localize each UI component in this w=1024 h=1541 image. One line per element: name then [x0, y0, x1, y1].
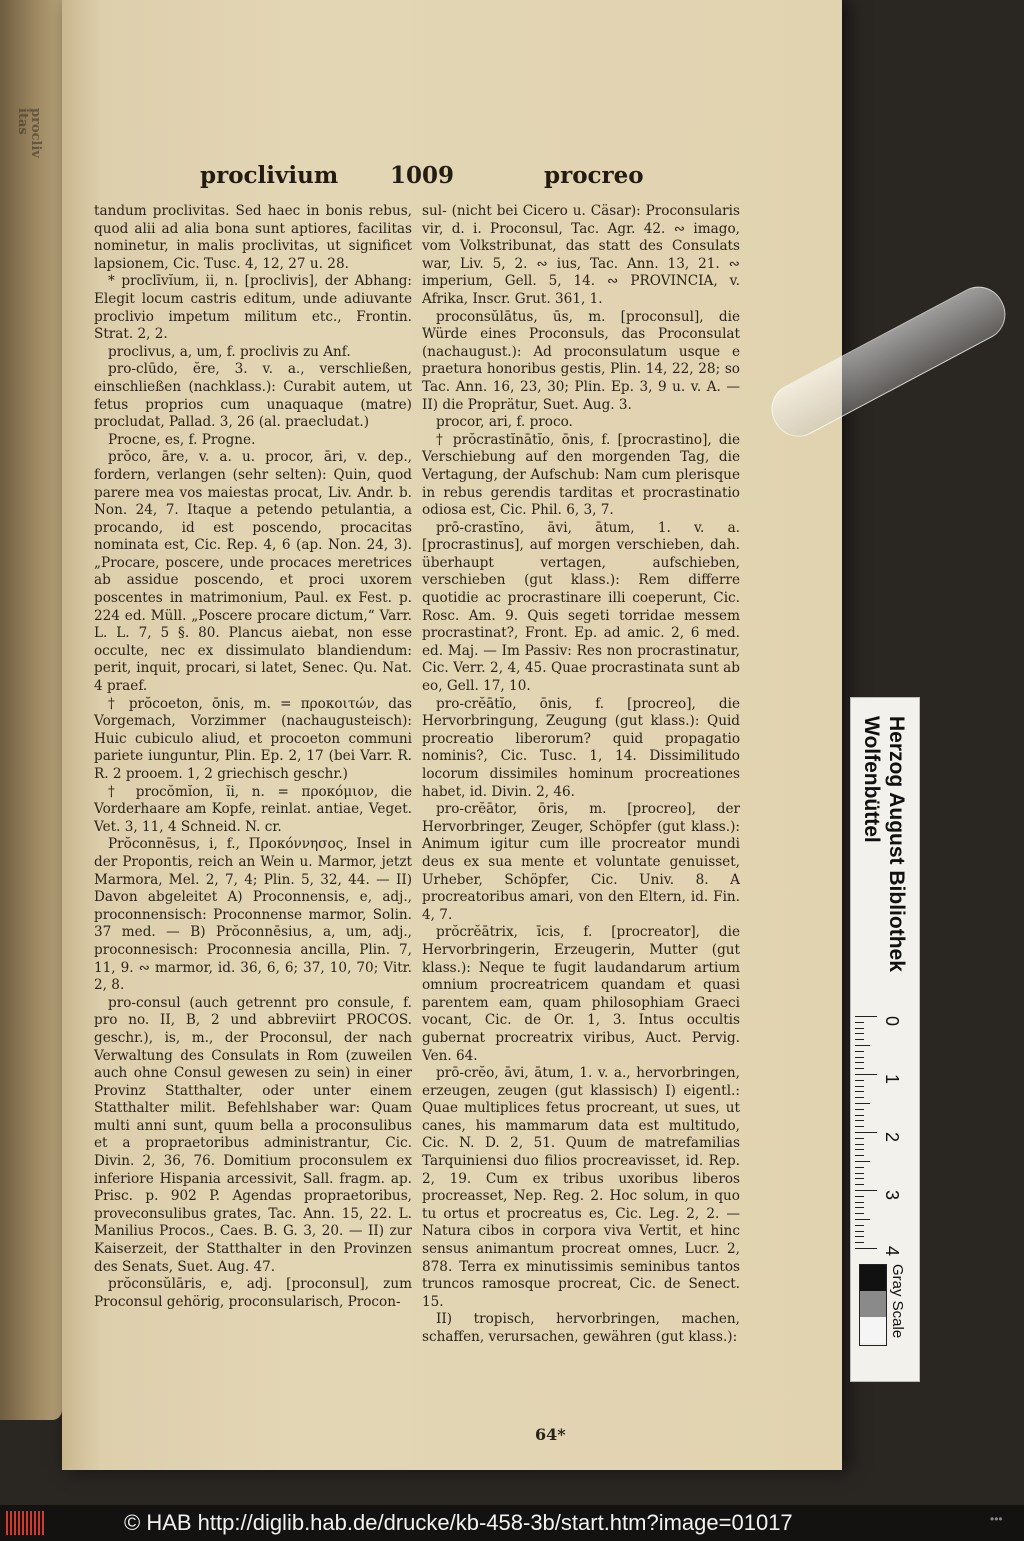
ruler-tick	[855, 1097, 864, 1098]
ruler-tick	[855, 1057, 864, 1058]
ruler-tick	[855, 1109, 864, 1110]
ruler-tick	[855, 1126, 864, 1127]
ruler-tick	[855, 1202, 864, 1203]
ruler-tick	[855, 1167, 864, 1168]
ruler-tick	[855, 1062, 864, 1063]
ruler-tick	[855, 1103, 870, 1104]
ruler-title-line1: Herzog August Bibliothek	[885, 716, 908, 972]
swatch-black	[860, 1265, 886, 1291]
entry-paragraph: proclivus, a, um, f. proclivis zu Anf.	[108, 343, 351, 360]
entry-paragraph: pro-consul (auch getrennt pro consule, f. pro no. II, B, 2 und abbreviirt PROCOS. geschr.), is, m., der Proconsul, der nach Verwaltung des Consulats in Rom (zuweilen auch ohne Consul gewesen zu sein) in einer Provinz Statthalter, oder unter einem Statthalter milit. Befehlshaber war: Quam multi anni sunt, quum bella a proconsulibus et a propraetoribus administrantur, Cic. Divin. 2, 36, 76. Domitium proconsulem ex inferiore Hispania arcessivit, Sall. fragm. ap. Prisc. p. 902 P. Agendas propraetoribus, proveconsulibus grates, Tac. Ann. 15, 22. L. Manilius Procos., Caes. B. G. 3, 20. — II) zur Kaiserzeit, der Statthalter in den Provinzen des Senats, Suet. Aug. 47.	[94, 994, 412, 1275]
dictionary-page	[62, 0, 842, 1470]
running-head	[200, 162, 644, 198]
ruler-tick	[855, 1115, 864, 1116]
ruler-tick	[855, 1149, 864, 1150]
footer-dots: •••	[990, 1512, 1003, 1526]
entry-paragraph: II) tropisch, hervorbringen, machen, schaffen, verursachen, gewähren (gut klass.):	[422, 1311, 740, 1345]
ruler-tick	[855, 1120, 864, 1121]
ruler-tick	[855, 1225, 864, 1226]
ruler-tick	[855, 1051, 864, 1052]
gray-scale-swatches	[859, 1264, 887, 1346]
previous-page-text	[4, 100, 54, 1300]
footer-bar	[0, 1505, 1024, 1541]
ruler-tick	[855, 1196, 864, 1197]
entry-paragraph: † prŏcoeton, ōnis, m. = προκοιτών, das Vorgemach, Vorzimmer (nachaugusteisch): Huic cubiculo aliud, et procoeton communi pariete iunguntur, Plin. Ep. 2, 17 (bei Varr. R. R. 2 prooem. 1, 2 griechisch geschr.)	[94, 695, 412, 782]
ruler-tick	[855, 1236, 864, 1237]
ruler-tick	[855, 1022, 864, 1023]
entry-paragraph: tandum proclivitas. Sed haec in bonis rebus, quod alii ad alia bona sunt aptiores, facilitas nominetur, in malis proclivitas, ut significet lapsionem, Cic. Tusc. 4, 12, 27 u. 28.	[94, 203, 412, 272]
footer-copyright-url[interactable]: © HAB http://diglib.hab.de/drucke/kb-458-3b/start.htm?image=01017	[124, 1510, 793, 1535]
page-number: 1009	[390, 162, 455, 189]
ruler-title-line2: Wolfenbüttel	[860, 716, 883, 843]
ruler-title	[859, 716, 909, 1006]
ruler-tick	[855, 1248, 877, 1249]
ruler-tick	[855, 1190, 877, 1191]
cm-label: 2	[882, 1132, 902, 1143]
previous-page-running-head: proclivitas	[15, 108, 43, 158]
entry-paragraph: sul- (nicht bei Cicero u. Cäsar): Proconsularis vir, d. i. Proconsul, Tac. Agr. 42. ∾ imago, vom Volkstribunat, das statt des Consulats war, Liv. 5, 2. ∾ ius, Tac. Ann. 13, 21. ∾ imperium, Gell. 5, 14. ∾ PROVINCIA, v. Afrika, Inscr. Grut. 361, 1.	[422, 203, 740, 307]
ruler-tick	[855, 1080, 864, 1081]
ruler-tick	[855, 1138, 864, 1139]
ruler-tick	[855, 1045, 870, 1046]
entry-paragraph: pro-crĕātor, ōris, m. [procreo], der Hervorbringer, Zeuger, Schöpfer (gut klass.): Animum igitur cum ille procreator mundi deus ex sua mente et voluntate genuisset, Urheber, Schöpfer, Cic. Univ. 8. A procreatoribus amari, von den Eltern, id. Fin. 4, 7.	[422, 801, 740, 923]
ruler-tick	[855, 1242, 864, 1243]
ruler-tick	[855, 1068, 864, 1069]
entry-paragraph: proconsŭlātus, ūs, m. [proconsul], die Würde eines Proconsuls, das Proconsulat (nachaugust.): Ad proconsulatum usque e praetura honoribus gestis, Plin. 14, 22, 28; so Tac. Ann. 16, 23, 30; Plin. Ep. 3, 9 u. v. A. — II) die Proprätur, Suet. Aug. 3.	[422, 308, 740, 413]
cm-label: 4	[882, 1246, 902, 1257]
ruler-tick	[855, 1213, 864, 1214]
cm-label: 3	[882, 1190, 902, 1201]
ruler-tick	[855, 1161, 870, 1162]
ruler-tick	[855, 1207, 864, 1208]
ruler-tick	[855, 1132, 877, 1133]
entry-paragraph: pro-clūdo, ĕre, 3. v. a., verschließen, einschließen (nachklass.): Curabit autem, ut fetus proprios cum unaquaque (matre) procludat, Pallad. 3, 26 (al. praecludat.)	[94, 361, 412, 431]
right-column	[422, 203, 740, 1347]
entry-paragraph: prō-crĕo, āvi, ātum, 1. v. a., hervorbringen, erzeugen, zeugen (gut klassisch) I) eigentl.: Quae multiplices fetus procreant, ut sues, ut canes, his mammarum data est multitudo, Cic. N. D. 2, 51. Quum de matrefamilias Tarquiniensi duo filios procreavisset, id. Rep. 2, 19. Cum ex tribus uxoribus liberos procreasset, Nep. Reg. 2. Hoc solum, in quo tu ortus et procreatus es, Cic. Leg. 2, 2. — Natura cibos in corpora viva Vertit, et hinc sensus animantum procreat omnes, Lucr. 2, 878. Terra ex minutissimis seminibus tantos truncos ramosque procreat, Cic. de Senect. 15.	[422, 1065, 740, 1310]
ruler-tick	[855, 1091, 864, 1092]
entry-paragraph: procor, ari, f. proco.	[436, 414, 573, 431]
cm-label: 0	[882, 1016, 902, 1027]
entry-paragraph: † prŏcrastĭnātĭo, ōnis, f. [procrastino], die Verschiebung auf den morgenden Tag, die Vertagung, der Aufschub: Nam cum plerisque in rebus gerendis tarditas et procrastinatio odiosa est, Cic. Phil. 6, 3, 7.	[422, 431, 740, 519]
ruler-tick	[855, 1039, 864, 1040]
ruler-tick	[855, 1184, 864, 1185]
ruler-tick	[855, 1086, 864, 1087]
signature-mark: 64*	[535, 1425, 566, 1444]
running-head-right: procreo	[544, 162, 644, 189]
ruler-tick	[855, 1028, 864, 1029]
cm-label: 1	[882, 1074, 902, 1085]
swatch-white	[860, 1317, 886, 1343]
color-ruler	[850, 697, 920, 1382]
ruler-tick	[855, 1219, 870, 1220]
entry-paragraph: prō-crastĭno, āvi, ātum, 1. v. a. [procrastinus], auf morgen verschieben, dah. überhaupt vertagen, aufschieben, verschieben (gut klass.): Rem differre quotidie ac procrastinare illi coeperunt, Cic. Rosc. Am. 9. Quis segeti torridae messem procrastinat?, Front. Ep. ad amic. 2, 6 med. ed. Maj. — Im Passiv: Res non procrastinatur, Cic. Verr. 2, 4, 45. Quae procrastinata sunt ab eo, Gell. 17, 10.	[422, 519, 740, 695]
ruler-tick	[855, 1016, 877, 1017]
ruler-tick	[855, 1033, 864, 1034]
ruler-tick	[855, 1144, 864, 1145]
ruler-tick	[855, 1074, 877, 1075]
barcode-icon	[6, 1511, 44, 1535]
swatch-gray	[860, 1291, 886, 1317]
entry-paragraph: prŏcrĕātrix, īcis, f. [procreator], die Hervorbringerin, Erzeugerin, Mutter (gut klass.): Neque te fugit laudandarum artium omnium procreatricem quandam et quasi parentem eam, quam philosophiam Graeci vocant, Cic. de Or. 1, 3. Intus occultis gubernat procreatrix viribus, Auct. Pervig. Ven. 64.	[422, 924, 740, 1064]
entry-paragraph: Procne, es, f. Progne.	[108, 431, 256, 448]
entry-paragraph: pro-crĕātĭo, ōnis, f. [procreo], die Hervorbringung, Zeugung (gut klass.): Quid procreatio liberorum? quid propagatio nominis?, Cic. Tusc. 1, 14. Dissimilitudo locorum dissimiles hominum procreationes habet, id. Divin. 2, 46.	[422, 695, 740, 800]
ruler-tick	[855, 1155, 864, 1156]
gray-scale-label: Gray Scale	[889, 1264, 906, 1339]
ruler-tick	[855, 1231, 864, 1232]
ruler-tick	[855, 1178, 864, 1179]
ruler-ticks	[855, 1016, 877, 1246]
entry-paragraph: * proclīvĭum, ii, n. [proclivis], der Abhang: Elegit locum castris editum, unde adiuvante proclivio impetum militum etc., Frontin. Strat. 2, 2.	[94, 273, 412, 343]
entry-paragraph: Prŏconnēsus, i, f., Προκόννησος, Insel in der Propontis, reich an Wein u. Marmor, jetzt Marmora, Mel. 2, 7, 4; Plin. 5, 32, 44. — II) Davon abgeleitet A) Proconnensis, e, adj., proconnensisch: Proconnense marmor, Solin. 37 med. — B) Prŏconnēsius, a, um, adj., proconnesisch: Proconnesia ancilla, Plin. 7, 11, 9. ∾ marmor, id. 36, 6, 6; 37, 10, 70; Vitr. 2, 8.	[94, 836, 412, 994]
left-column	[94, 203, 412, 1311]
ruler-tick	[855, 1173, 864, 1174]
entry-paragraph: prŏconsŭlāris, e, adj. [proconsul], zum Proconsul gehörig, proconsularisch, Procon-	[94, 1276, 412, 1310]
entry-paragraph: prŏco, āre, v. a. u. procor, āri, v. dep., fordern, verlangen (sehr selten): Quin, quod parere mea vos maiestas procat, Liv. Andr. b. Non. 24, 7. Itaque a petendo petulantia, a procando, id est poscendo, procacitas nominata est, Cic. Rep. 4, 6 (ap. Non. 24, 3). „Procare, poscere, unde procaces meretrices ab assidue poscendo, et proci uxorem poscentes in matrimonium, Paul. ex Fest. p. 224 ed. Müll. „Poscere procare dictum,“ Varr. L. L. 7, 5 §. 80. Plancus aiebat, non esse occulte, nec ex dissimulato blandiendum: perit, inquit, procari, si latet, Senec. Qu. Nat. 4 praef.	[94, 449, 412, 695]
entry-paragraph: † procŏmĭon, ĭi, n. = προκόμιον, die Vorderhaare am Kopfe, reinlat. antiae, Veget. Vet. 3, 11, 4 Schneid. N. cr.	[94, 783, 412, 835]
running-head-left: proclivium	[200, 162, 339, 189]
previous-page-edge	[0, 0, 62, 1420]
